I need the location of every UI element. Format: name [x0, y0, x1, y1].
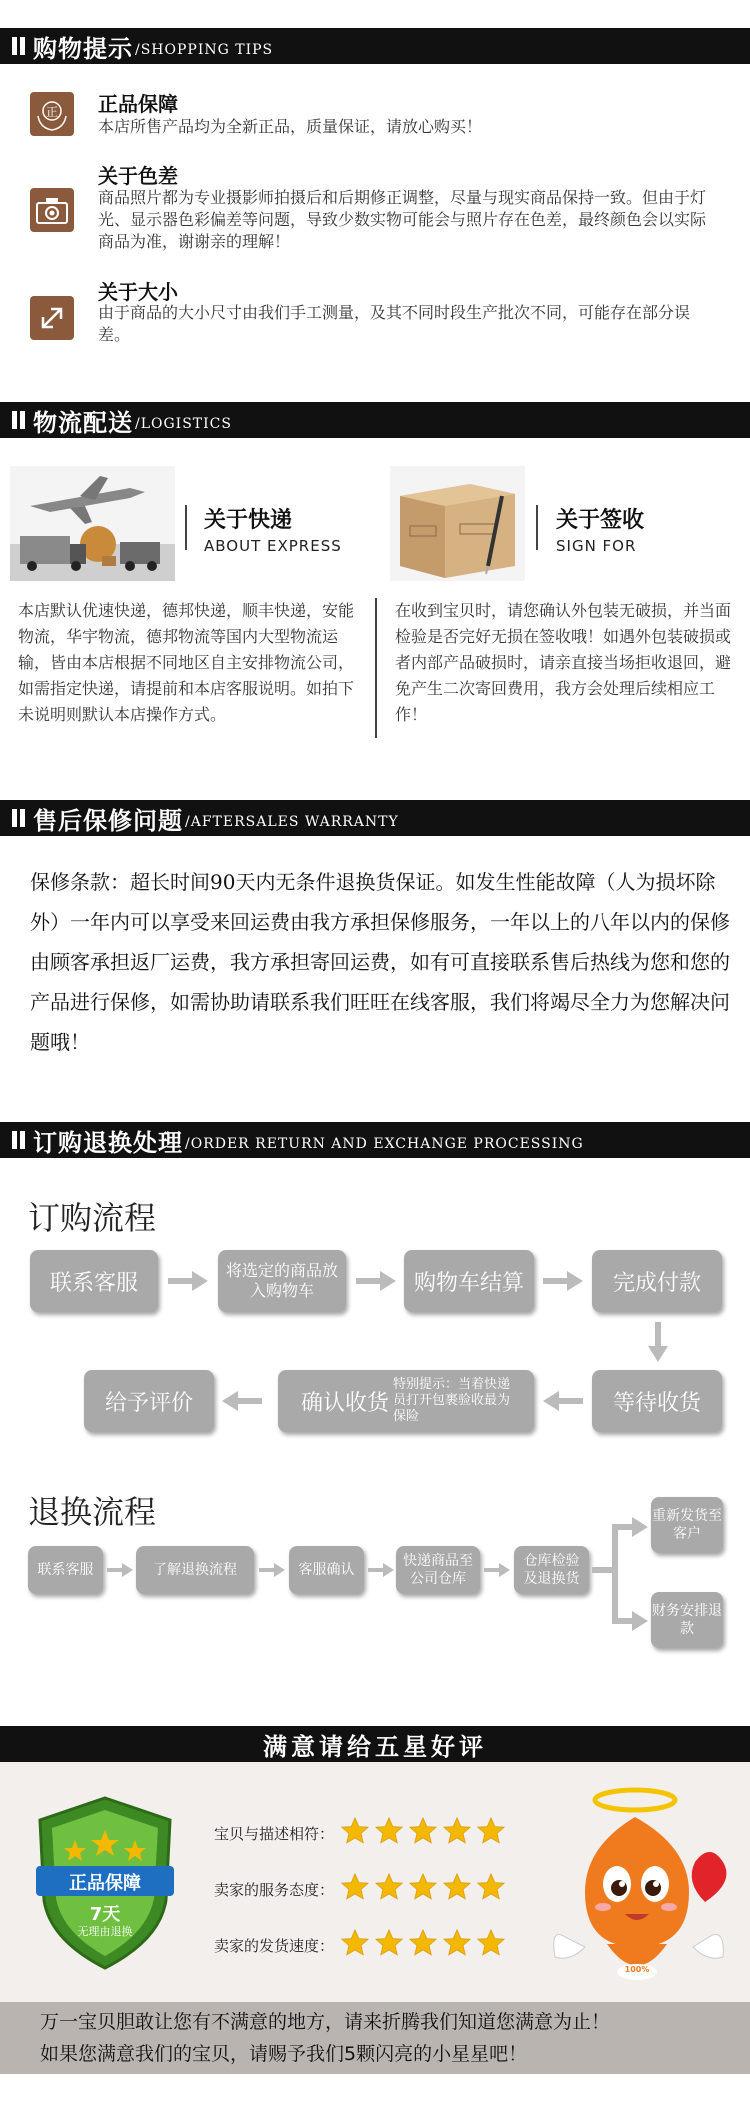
badge-title: 正品保障: [69, 1873, 141, 1894]
step-review: 给予评价: [84, 1370, 214, 1432]
mascot-tag: 100%: [624, 1965, 650, 1974]
rating-banner: 满意请给五星好评: [0, 1726, 750, 1762]
special-notice: 特别提示：当着快递员打开包裹验收最为保险: [393, 1377, 511, 1424]
step-contact-service: 联系客服: [30, 1250, 158, 1312]
star-icon: [408, 1928, 438, 1958]
seal-char: 正: [45, 105, 59, 119]
sign-text: 在收到宝贝时，请您确认外包装无破损，并当面检验是否完好无损在签收哦！如遇外包装破损或者内部产品破损时，请亲直接当场拒收退回，避免产生二次寄回费用，我方会处理后续相应工作！: [395, 601, 732, 724]
star-icon: [408, 1872, 438, 1902]
star-icon: [374, 1872, 404, 1902]
return-step-ship: 快递商品至公司仓库: [396, 1546, 480, 1594]
express-logistics-image: [10, 466, 175, 581]
rating-stars-shipping: [340, 1928, 506, 1958]
star-icon: [408, 1816, 438, 1846]
badge-subtitle: 无理由退换: [77, 1925, 133, 1938]
cardboard-box-image: [390, 466, 525, 581]
arrow-down-icon: [648, 1322, 668, 1362]
express-title: 关于快递: [204, 508, 293, 533]
return-step-contact: 联系客服: [28, 1546, 103, 1594]
express-text: 本店默认优速快递，德邦快递，顺丰快递，安能物流，华宇物流，德邦物流等国内大型物流运输，皆由本店根据不同地区自主安排物流公司，如需指定快递，请提前和本店客服说明。如拍下未说明则默认本店操作方式。: [18, 601, 355, 724]
star-icon: [442, 1816, 472, 1846]
arrow-right-icon: [107, 1563, 133, 1577]
mascot-image: [545, 1772, 735, 1997]
arrow-right-icon: [543, 1271, 583, 1291]
star-icon: [374, 1928, 404, 1958]
step-add-to-cart: 将选定的商品放入购物车: [218, 1250, 346, 1312]
star-icon: [340, 1872, 370, 1902]
tip-text-size: 由于商品的大小尺寸由我们手工测量，及其不同时段生产批次不同，可能存在部分误差。: [98, 303, 691, 344]
star-icon: [476, 1872, 506, 1902]
return-step-refund: 财务安排退款: [651, 1592, 723, 1648]
arrow-right-icon: [484, 1563, 510, 1577]
express-subtitle: ABOUT EXPRESS: [204, 537, 342, 555]
logistics-header: [0, 402, 750, 438]
rating-stars-service: [340, 1872, 506, 1902]
warranty-text: 保修条款：超长时间90天内无条件退换货保证。如发生性能故障（人为损坏除外）一年内可以享受来回运费由我方承担保修服务，一年以上的八年以内的保修由顾客承担返厂运费，我方承担寄回运费，如有可直接联系售后热线为您和您的产品进行保修，如需协助请联系我们旺旺在线客服，我们将竭尽全力为您解决问题哦！: [30, 870, 730, 1054]
arrow-right-icon: [259, 1563, 285, 1577]
section-subtitle: /SHOPPING TIPS: [135, 42, 274, 58]
authentic-guarantee-badge: [30, 1790, 180, 1975]
shopping-tips-header: [0, 28, 750, 64]
section-title: 物流配送: [33, 407, 133, 437]
rating-label-description: 宝贝与描述相符：: [214, 1825, 335, 1843]
arrow-right-icon: [168, 1271, 208, 1291]
pause-icon: [12, 411, 25, 429]
star-icon: [340, 1928, 370, 1958]
return-step-inspect: 仓库检验及退换货: [514, 1546, 589, 1594]
sign-subtitle: SIGN FOR: [556, 537, 637, 555]
star-icon: [374, 1816, 404, 1846]
arrow-left-icon: [543, 1391, 583, 1411]
tip-title-color: 关于色差: [98, 164, 178, 188]
rating-label-shipping: 卖家的发货速度：: [214, 1937, 335, 1955]
aftersales-header: [0, 800, 750, 836]
order-flow-title: 订购流程: [28, 1199, 157, 1237]
tip-text-color: 商品照片都为专业摄影师拍摄后和后期修正调整，尽量与现实商品保持一致。但由于灯光、显示器色彩偏差等问题，导致少数实物可能会与照片存在色差，最终颜色会以实际商品为准，谢谢亲的理解！: [98, 188, 707, 251]
sign-title: 关于签收: [556, 508, 645, 533]
star-icon: [476, 1816, 506, 1846]
star-icon: [442, 1872, 472, 1902]
arrow-left-icon: [222, 1391, 262, 1411]
confirm-receipt-label: 确认收货: [300, 1390, 389, 1416]
arrow-right-icon: [368, 1563, 394, 1577]
rating-label-service: 卖家的服务态度：: [214, 1881, 335, 1899]
return-step-confirm: 客服确认: [289, 1546, 364, 1594]
tip-title-authentic: 正品保障: [98, 92, 178, 116]
arrow-right-icon: [356, 1271, 396, 1291]
footer-line-1: 万一宝贝胆敢让您有不满意的地方，请来折腾我们知道您满意为止！: [40, 2011, 611, 2033]
authentic-seal-icon: [30, 92, 74, 136]
step-checkout: 购物车结算: [404, 1250, 534, 1312]
return-step-learn: 了解退换流程: [136, 1546, 254, 1594]
tip-title-size: 关于大小: [98, 280, 178, 304]
section-subtitle: /ORDER RETURN AND EXCHANGE PROCESSING: [185, 1136, 584, 1152]
badge-days: 7天: [89, 1904, 121, 1925]
step-await-delivery: 等待收货: [592, 1370, 722, 1432]
star-icon: [476, 1928, 506, 1958]
rating-stars-description: [340, 1816, 506, 1846]
pause-icon: [12, 809, 25, 827]
section-subtitle: /LOGISTICS: [135, 416, 232, 432]
divider: [185, 505, 187, 550]
step-confirm-receipt: [278, 1370, 534, 1432]
return-flow-title: 退换流程: [28, 1493, 157, 1531]
step-payment: 完成付款: [592, 1250, 722, 1312]
tip-text-authentic: 本店所售产品均为全新正品，质量保证，请放心购买！: [98, 117, 483, 136]
section-subtitle: /AFTERSALES WARRANTY: [185, 814, 399, 830]
pause-icon: [12, 37, 25, 55]
pause-icon: [12, 1131, 25, 1149]
divider: [536, 505, 538, 550]
return-step-reship: 重新发货至客户: [651, 1497, 723, 1553]
resize-arrow-icon: [30, 296, 74, 340]
star-icon: [442, 1928, 472, 1958]
order-header: [0, 1122, 750, 1158]
section-title: 购物提示: [33, 33, 133, 63]
footer-line-2: 如果您满意我们的宝贝，请赐予我们5颗闪亮的小星星吧！: [40, 2043, 528, 2065]
branch-connector: [592, 1500, 652, 1650]
star-icon: [340, 1816, 370, 1846]
section-title: 售后保修问题: [33, 805, 183, 835]
column-divider: [375, 598, 377, 738]
camera-icon: [30, 188, 74, 232]
section-title: 订购退换处理: [33, 1127, 183, 1157]
